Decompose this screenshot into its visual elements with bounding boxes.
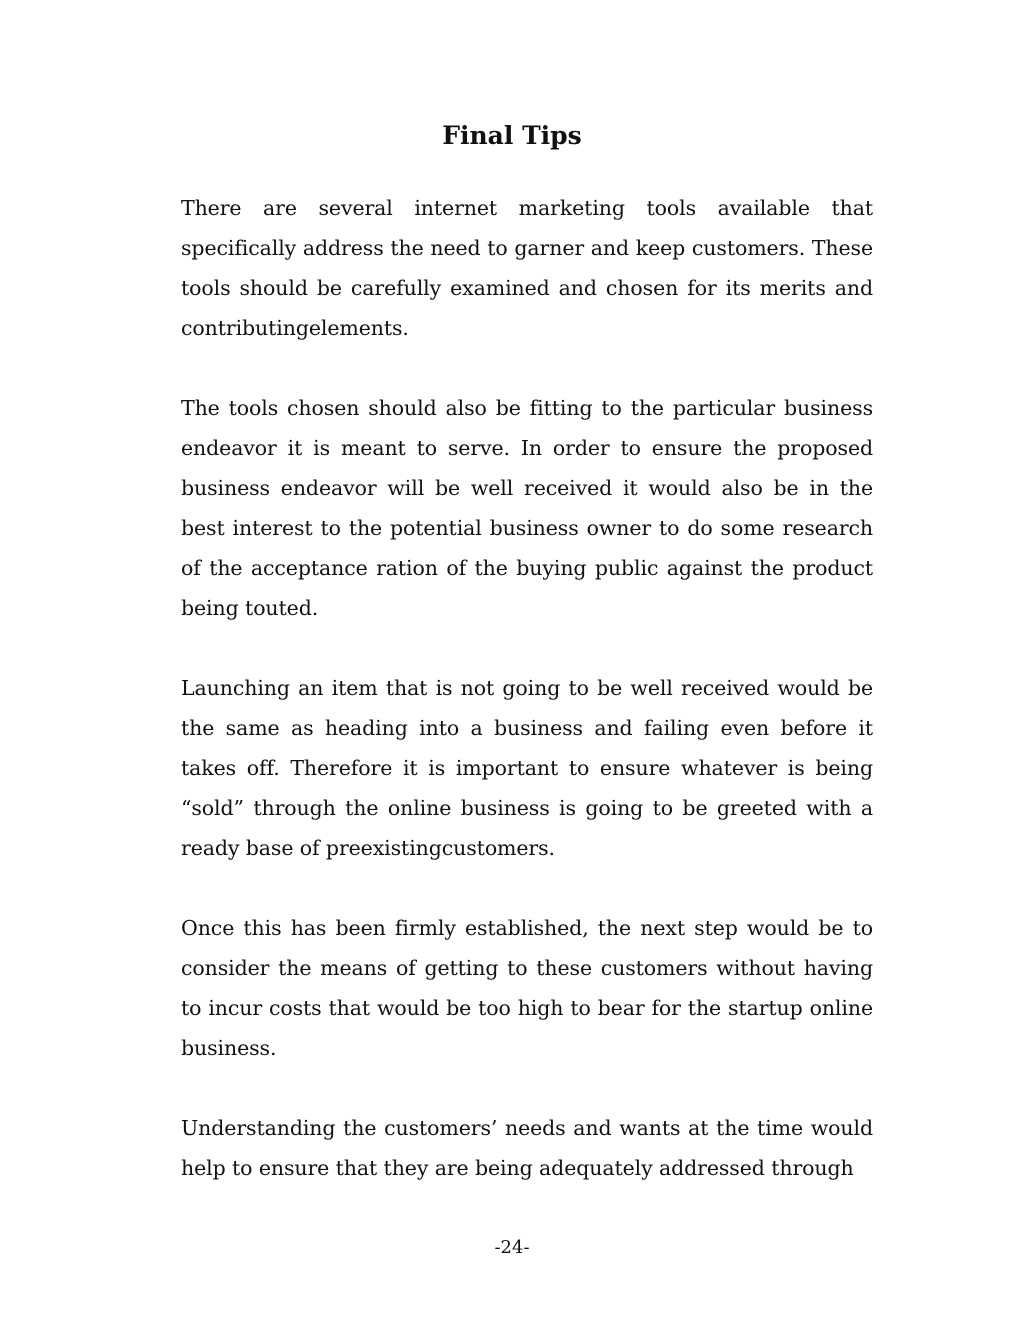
paragraph-5: Understanding the customers’ needs and wants at the time would help to ensure that they are being adequately addressed through <box>181 1116 873 1180</box>
page-title: Final Tips <box>442 121 582 150</box>
body-text <box>181 188 873 1228</box>
paragraph-2: The tools chosen should also be fitting to the particular business endeavor it is meant to serve. In order to ensure the proposed business endeavor will be well received it would also be in the best interest to the potential business owner to do some research of the acceptance ration of the buying public against the product being touted. <box>181 396 873 620</box>
paragraph-3: Launching an item that is not going to be well received would be the same as heading into a business and failing even before it takes off. Therefore it is important to ensure whatever is being “sold” through the online business is going to be greeted with a ready base of preexistingcustomers. <box>181 676 873 860</box>
paragraph-1: There are several internet marketing tools available that specifically address the need to garner and keep customers. These tools should be carefully examined and chosen for its merits and contributingelements. <box>181 196 873 340</box>
page-number: -24- <box>494 1237 530 1258</box>
paragraph-4: Once this has been firmly established, the next step would be to consider the means of getting to these customers without having to incur costs that would be too high to bear for the startup online business. <box>181 916 873 1060</box>
